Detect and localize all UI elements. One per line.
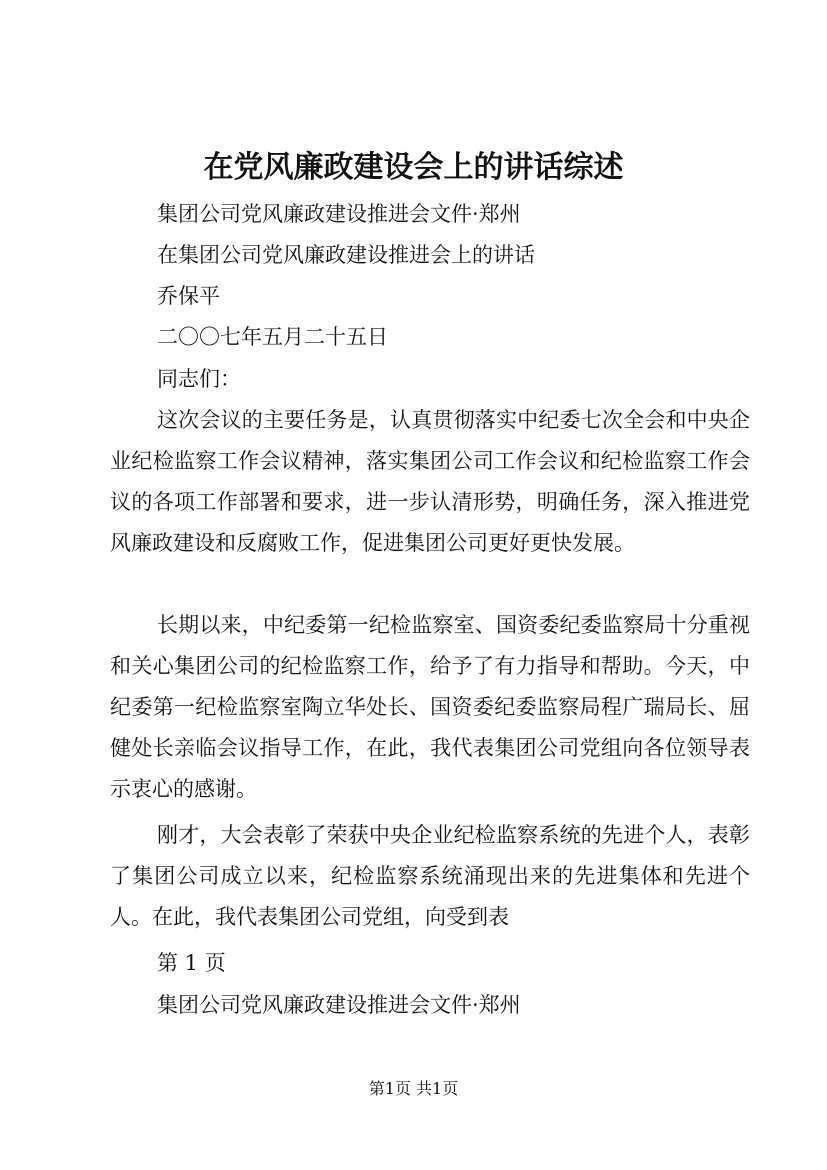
header-line: 集团公司党风廉政建设推进会文件·郑州	[157, 202, 521, 226]
repeat-header-line: 集团公司党风廉政建设推进会文件·郑州	[157, 993, 521, 1017]
paragraph-1: 这次会议的主要任务是，认真贯彻落实中纪委七次全会和中央企业纪检监察工作会议精神，落实集团公司工作会议和纪检监察工作会议的各项工作部署和要求，进一步认清形势，明确任务，深入推进党风廉政建设和反腐败工作，促进集团公司更好更快发展。	[110, 408, 750, 555]
paragraph-2: 长期以来，中纪委第一纪检监察室、国资委纪委监察局十分重视和关心集团公司的纪检监察工作，给予了有力指导和帮助。今天，中纪委第一纪检监察室陶立华处长、国资委纪委监察局程广瑞局长、屈健处长亲临会议指导工作，在此，我代表集团公司党组向各位领导表示衷心的感谢。	[110, 613, 750, 801]
page-marker: 第 1 页	[157, 951, 226, 975]
speech-date: 二〇〇七年五月二十五日	[157, 325, 388, 349]
speaker-name: 乔保平	[157, 284, 220, 308]
page-footer: 第1页 共1页	[368, 1079, 459, 1098]
document-title: 在党风廉政建设会上的讲话综述	[203, 150, 624, 185]
paragraph-3: 刚才，大会表彰了荣获中央企业纪检监察系统的先进个人，表彰了集团公司成立以来，纪检监察系统涌现出来的先进集体和先进个人。在此，我代表集团公司党组，向受到表	[110, 823, 750, 929]
speech-title: 在集团公司党风廉政建设推进会上的讲话	[157, 243, 535, 267]
salutation: 同志们：	[157, 367, 241, 391]
